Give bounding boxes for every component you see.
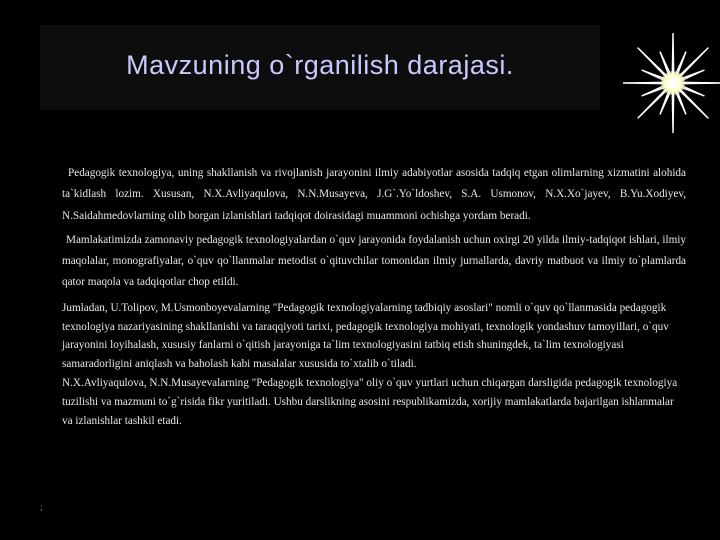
paragraph: N.X.Avliyaqulova, N.N.Musayevalarning "Pedagogik texnologiya" oliy o`quv yurtlari uchun chiqargan darsligida pedagogik texnologiya tuzilishi va mazmuni to`g`risida fikr yuritiladi. Ushbu darslikning asosini respublikamizda, xorijiy mamlakatlarda bajarilgan ishlanmalar va izlanishlar tashkil etadi. bbox=[62, 376, 678, 427]
paragraph: Jumladan, U.Tolipov, M.Usmonboyevalarning "Pedagogik texnologiyalarning tadbiqiy asoslari" nomli o`quv qo`llanmasida pedagogik texnologiya nazariyasining shakllanishi va taraqqiyoti tarixi, pedagogik texnologiya mohiyati, texnologik yondashuv tamoyillari, o`quv jarayonini loyihalash, xususiy fanlarni o`qitish jarayoniga ta`lim texnologiyasini tatbiq etish shuningdek, ta`lim texnologiyasi samaradorligini aniqlash va baholash kabi masalalar xususida to`xtalib o`tiladi. bbox=[62, 301, 669, 371]
body-text bbox=[62, 163, 686, 430]
starburst-icon bbox=[618, 28, 720, 138]
paragraph: Mamlakatimizda zamonaviy pedagogik texnologiyalardan o`quv jarayonida foydalanish uchun oxirgi 20 yilda ilmiy-tadqiqot ishlari, ilmiy maqolalar, monografiyalar, o`quv qo`llanmalar metodist o`qituvchilar tomonidan ilmiy jurnallarda, davriy matbuot va ilmiy to`plamlarda qator maqola va tadqiqotlar chop etildi. bbox=[62, 233, 686, 289]
paragraph: Pedagogik texnologiya, uning shakllanish va rivojlanish jarayonini ilmiy adabiyotlar asosida tadqiq etgan olimlarning xizmatini alohida ta`kidlash lozim. Xususan, N.X.Avliyaqulova, N.N.Musayeva, J.G`.Yo`ldoshev, S.A. Usmonov, N.X.Xo`jayev, B.Yu.Xodiyev, N.Saidahmedovlarning olib borgan izlanishlari tadqiqot doirasidagi muammoni ochishga yordam beradi. bbox=[62, 167, 686, 222]
page-mark: ; bbox=[40, 502, 43, 513]
slide-title: Mavzuning o`rganilish darajasi. bbox=[126, 50, 514, 80]
